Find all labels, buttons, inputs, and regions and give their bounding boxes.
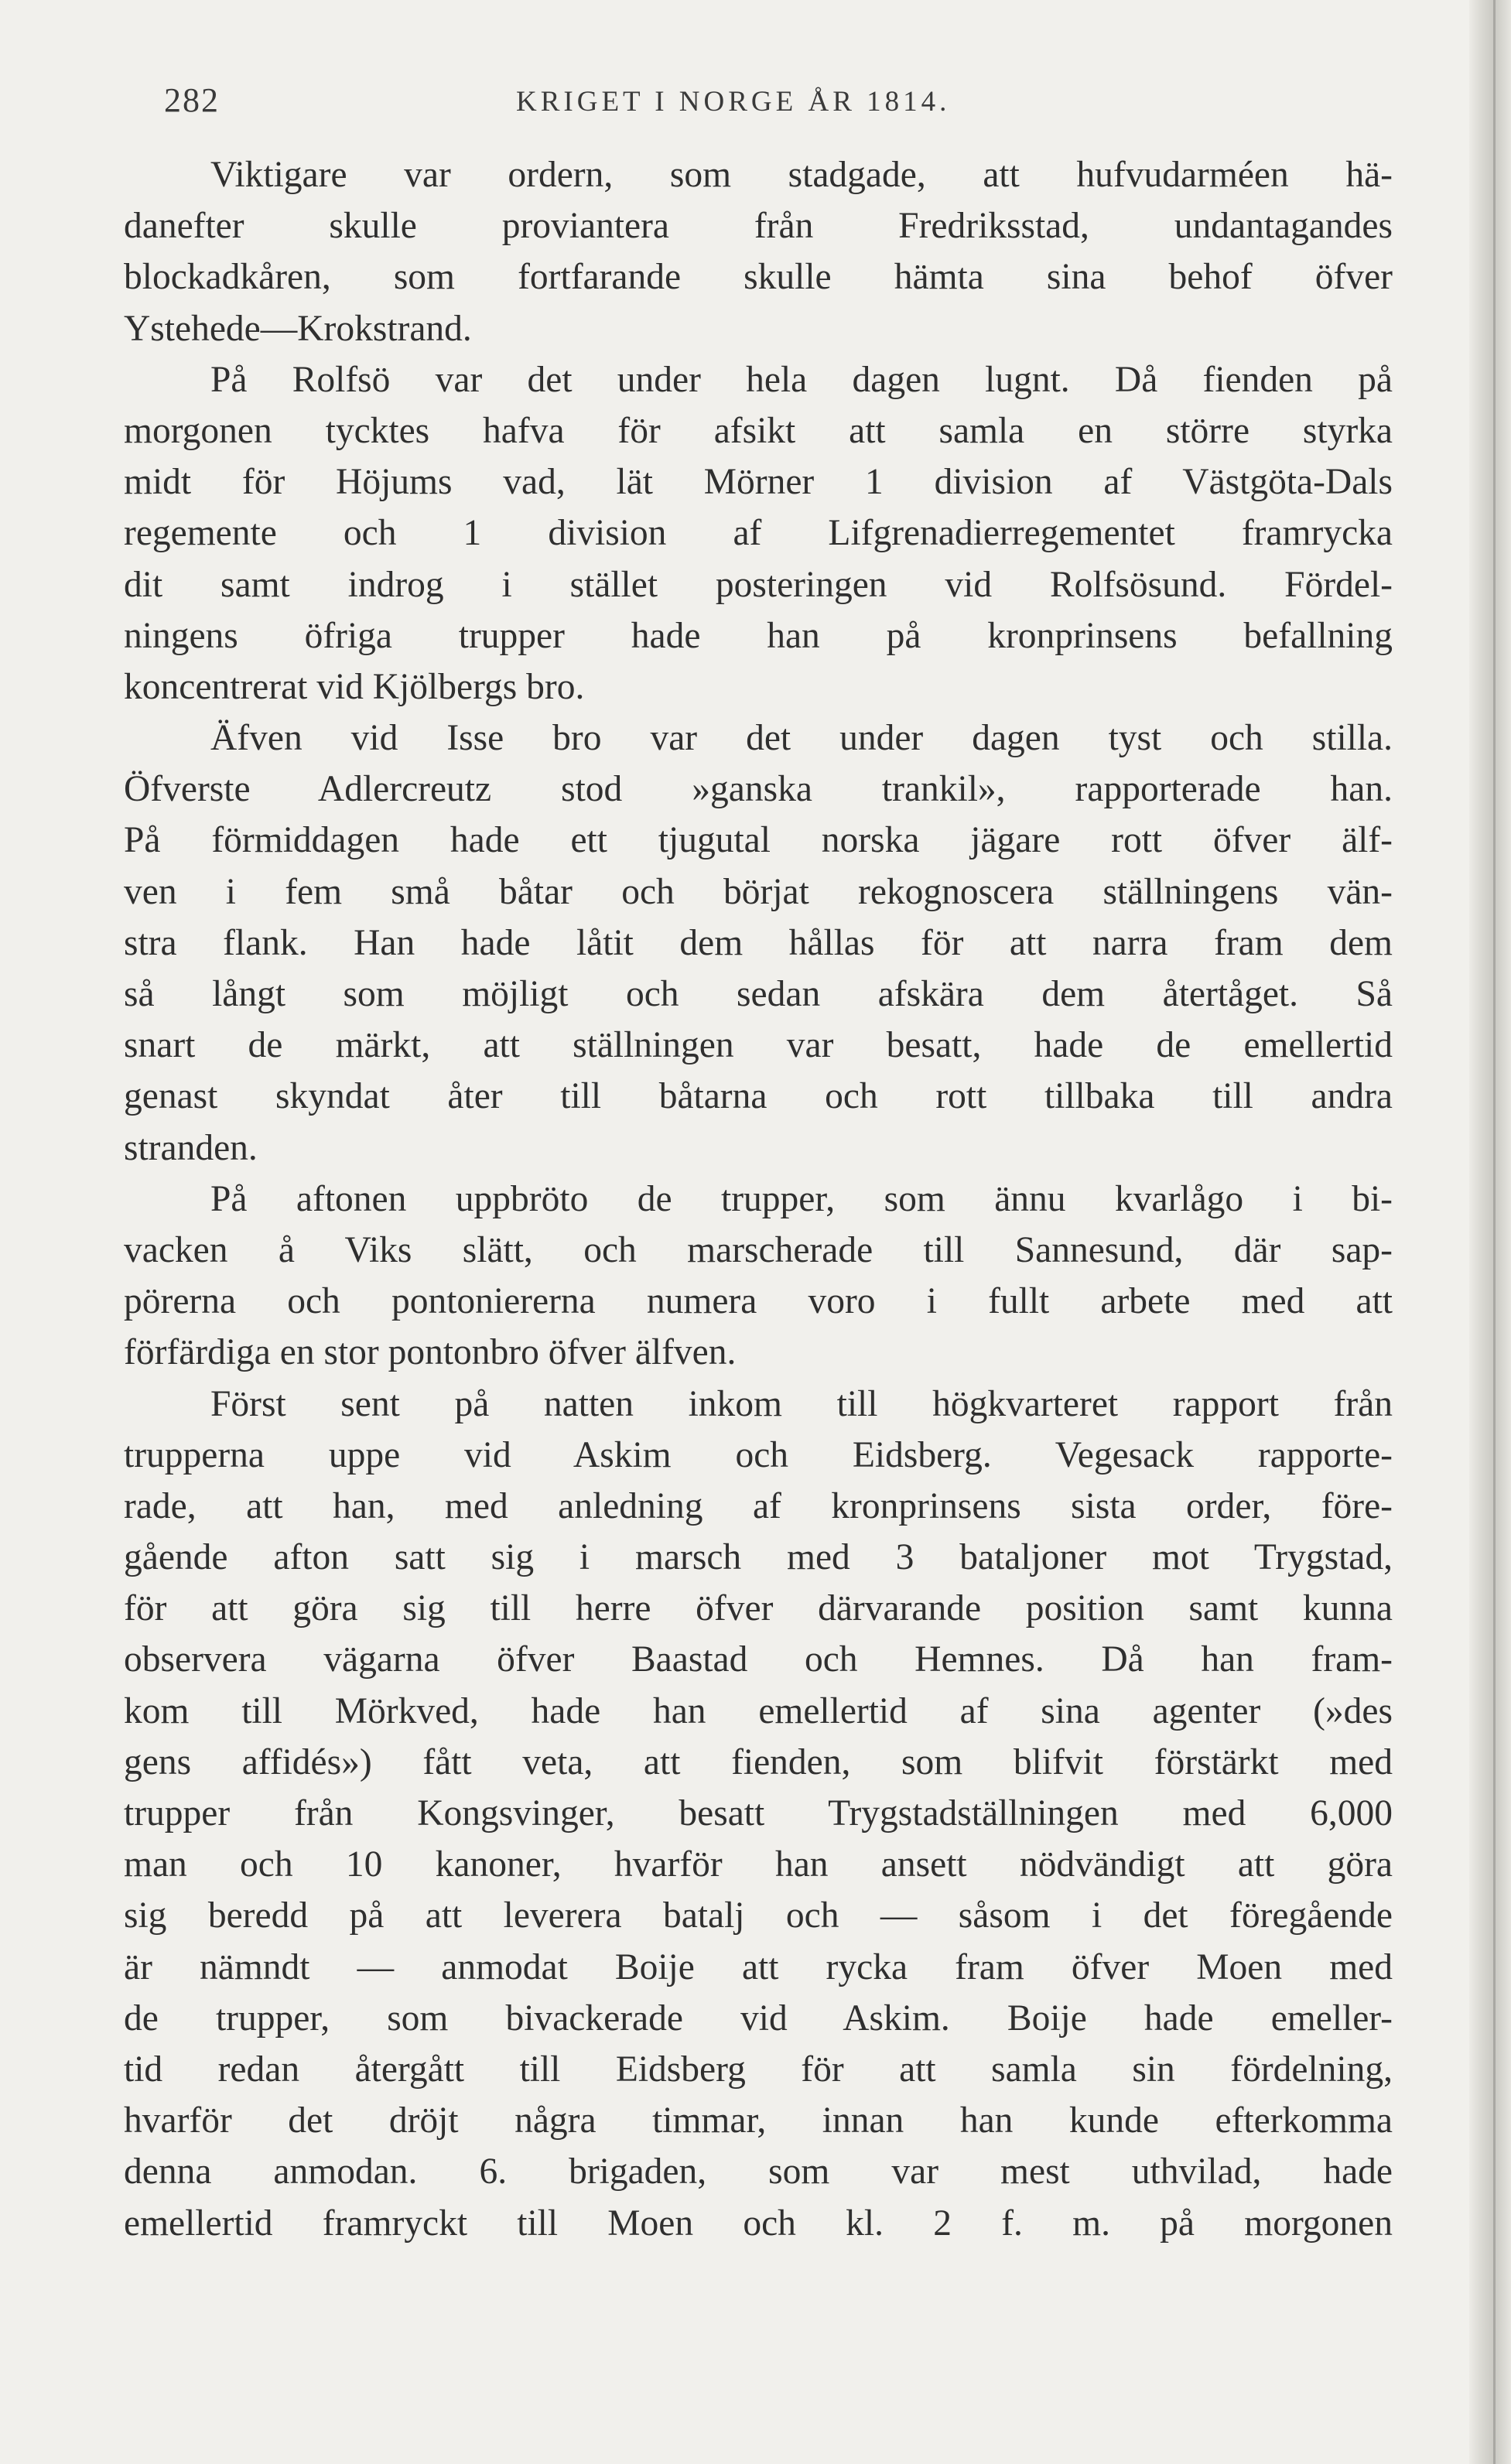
binding-shadow-line xyxy=(1493,0,1496,2464)
text-line: Äfven vid Isse bro var det under dagen tyst och stilla. xyxy=(210,718,1393,759)
text-line: hvarför det dröjt några timmar, innan han kunde efterkomma xyxy=(124,2100,1393,2141)
page-number: 282 xyxy=(164,81,220,119)
text-line: observera vägarna öfver Baastad och Hemnes. Då han fram- xyxy=(124,1639,1393,1680)
text-line: regemente och 1 division af Lifgrenadierregementet framrycka xyxy=(124,513,1393,554)
running-title: KRIGET I NORGE ÅR 1814. xyxy=(516,86,951,118)
text-line: för att göra sig till herre öfver därvarande position samt kunna xyxy=(124,1588,1393,1629)
text-line: de trupper, som bivackerade vid Askim. Boije hade emeller- xyxy=(124,1998,1393,2039)
text-line: På Rolfsö var det under hela dagen lugnt. Då fienden på xyxy=(210,359,1393,400)
body-text xyxy=(124,149,1393,2249)
text-line: så långt som möjligt och sedan afskära dem återtåget. Så xyxy=(124,974,1393,1014)
text-line: gående afton satt sig i marsch med 3 bataljoner mot Trygstad, xyxy=(124,1537,1393,1578)
text-line: stranden. xyxy=(124,1127,258,1168)
text-line: midt för Höjums vad, lät Mörner 1 division af Västgöta-Dals xyxy=(124,462,1393,503)
text-line: pörerna och pontoniererna numera voro i fullt arbete med att xyxy=(124,1281,1393,1322)
text-line: Först sent på natten inkom till högkvarteret rapport från xyxy=(210,1383,1393,1424)
text-line: Ystehede—Krokstrand. xyxy=(124,308,472,349)
text-line: denna anmodan. 6. brigaden, som var mest uthvilad, hade xyxy=(124,2151,1393,2192)
text-line: snart de märkt, att ställningen var besatt, hade de emellertid xyxy=(124,1025,1393,1066)
text-line: På förmiddagen hade ett tjugutal norska jägare rott öfver älf- xyxy=(124,820,1393,861)
binding-edge xyxy=(1469,0,1511,2464)
text-line: genast skyndat åter till båtarna och rott tillbaka till andra xyxy=(124,1076,1393,1117)
text-line: trupper från Kongsvinger, besatt Trygstadställningen med 6,000 xyxy=(124,1793,1393,1833)
text-line: morgonen tycktes hafva för afsikt att samla en större styrka xyxy=(124,410,1393,451)
text-line: sig beredd på att leverera batalj och — såsom i det föregående xyxy=(124,1895,1393,1936)
text-line: danefter skulle proviantera från Fredriksstad, undantagandes xyxy=(124,206,1393,247)
text-line: förfärdiga en stor pontonbro öfver älfven. xyxy=(124,1332,737,1373)
text-line: trupperna uppe vid Askim och Eidsberg. Vegesack rapporte- xyxy=(124,1434,1393,1475)
text-line: gens affidés») fått veta, att fienden, som blifvit förstärkt med xyxy=(124,1741,1393,1782)
text-line: ven i fem små båtar och börjat rekognoscera ställningens vän- xyxy=(124,871,1393,912)
text-line: Öfverste Adlercreutz stod »ganska trankil», rapporterade han. xyxy=(124,769,1393,810)
text-line: tid redan återgått till Eidsberg för att samla sin fördelning, xyxy=(124,2049,1393,2090)
text-line: rade, att han, med anledning af kronprinsens sista order, före- xyxy=(124,1485,1393,1526)
text-line: ningens öfriga trupper hade han på kronprinsens befallning xyxy=(124,615,1393,656)
text-line: blockadkåren, som fortfarande skulle hämta sina behof öfver xyxy=(124,257,1393,298)
text-line: stra flank. Han hade låtit dem hållas för att narra fram dem xyxy=(124,922,1393,963)
text-line: man och 10 kanoner, hvarför han ansett nödvändigt att göra xyxy=(124,1844,1393,1885)
text-line: är nämndt — anmodat Boije att rycka fram öfver Moen med xyxy=(124,1946,1393,1987)
text-line: dit samt indrog i stället posteringen vid Rolfsösund. Fördel- xyxy=(124,564,1393,605)
text-line: På aftonen uppbröto de trupper, som ännu kvarlågo i bi- xyxy=(210,1178,1393,1219)
running-header xyxy=(164,80,1394,127)
text-line: emellertid framryckt till Moen och kl. 2 f. m. på morgonen xyxy=(124,2203,1393,2244)
text-line: kom till Mörkved, hade han emellertid af sina agenter (»des xyxy=(124,1690,1393,1731)
text-line: koncentrerat vid Kjölbergs bro. xyxy=(124,666,585,707)
text-line: vacken å Viks slätt, och marscherade till Sannesund, där sap- xyxy=(124,1229,1393,1270)
text-line: Viktigare var ordern, som stadgade, att hufvudarméen hä- xyxy=(210,155,1393,195)
